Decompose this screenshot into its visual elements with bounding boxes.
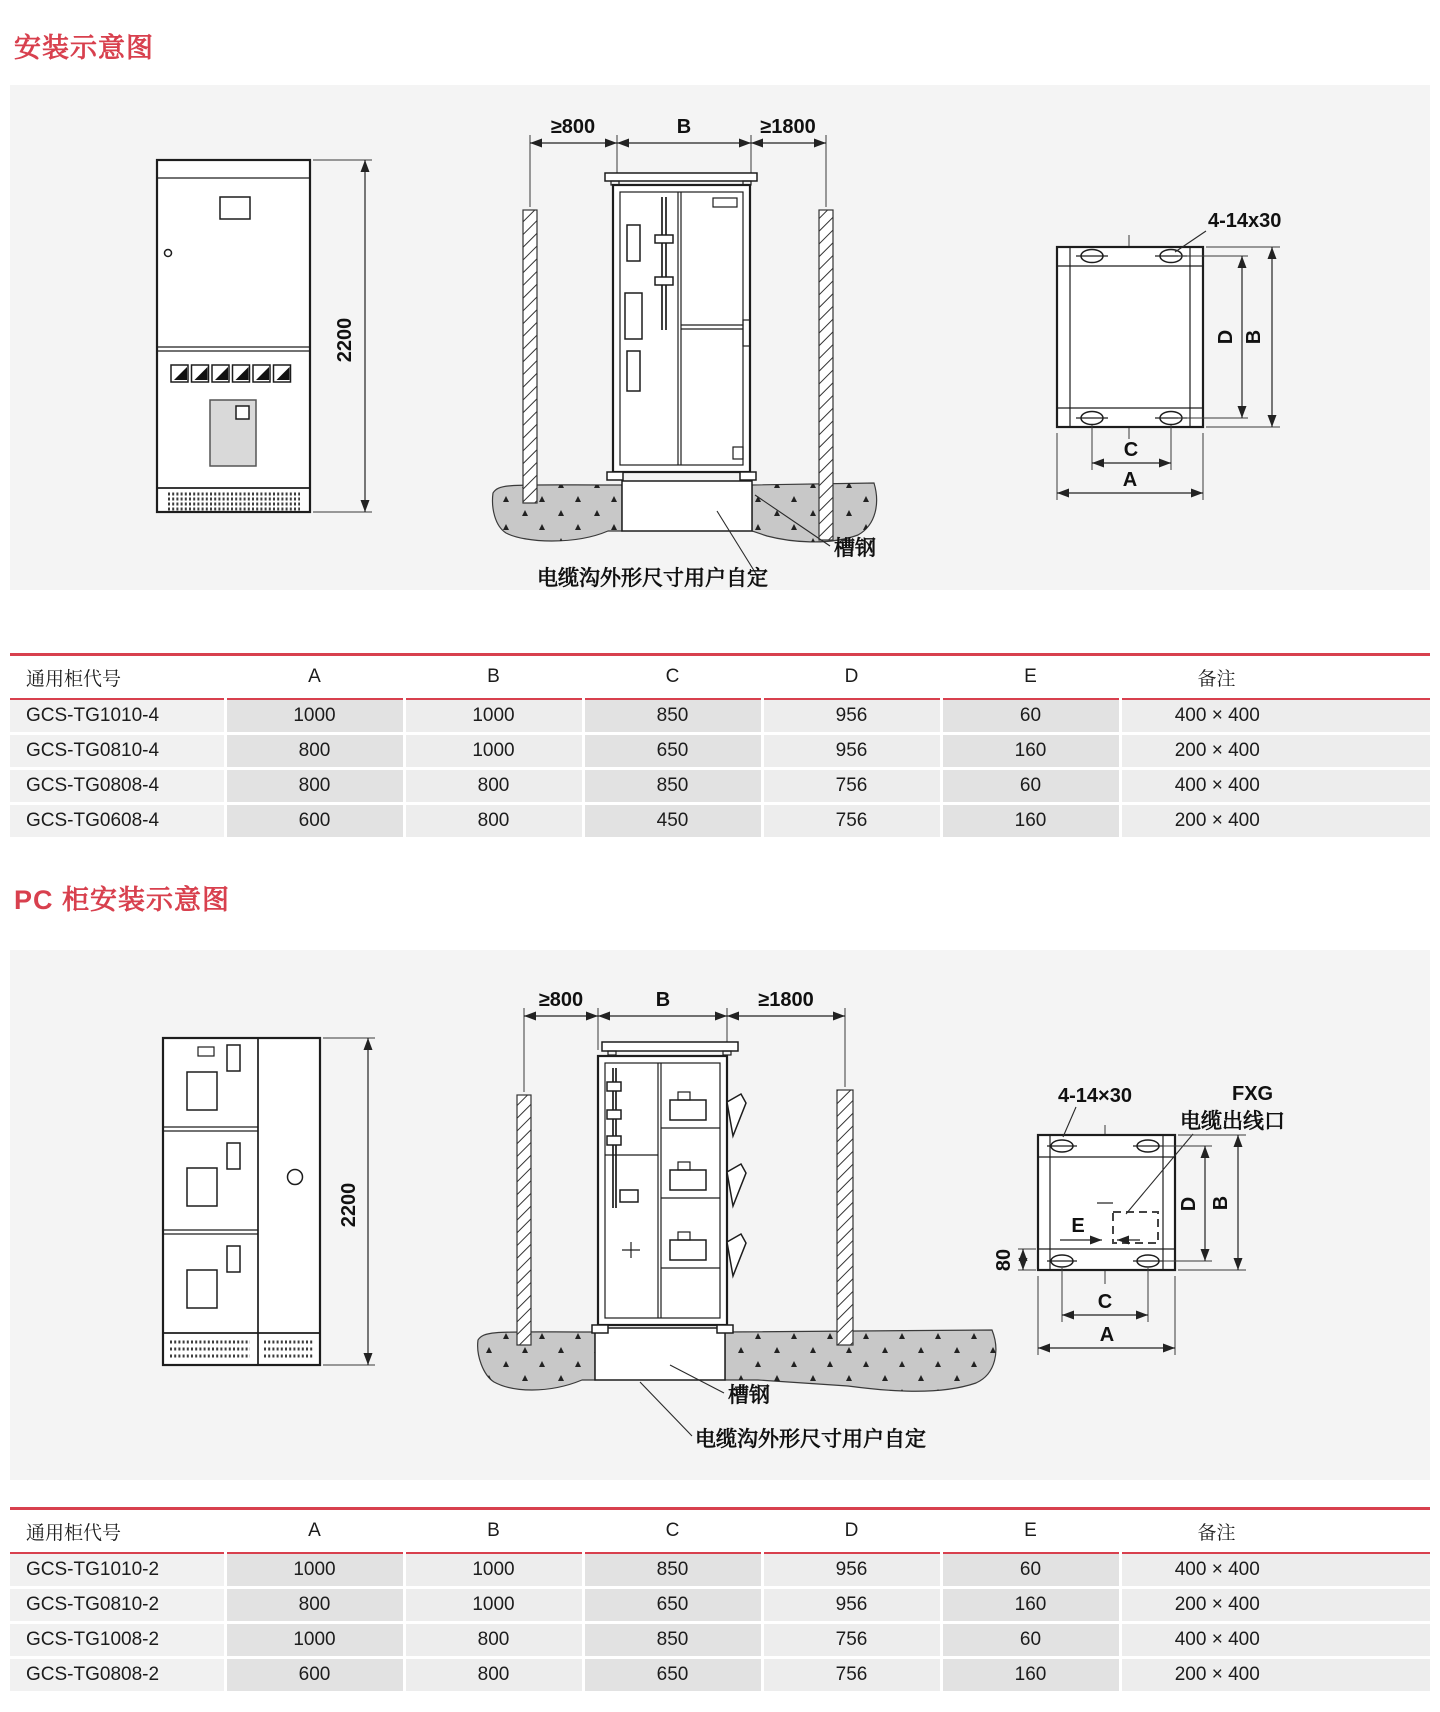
table-cell: 1000: [404, 734, 583, 769]
dim-label: B: [1210, 1195, 1232, 1211]
channel-steel-label: 槽钢: [834, 537, 876, 560]
base-plan-view: [1057, 210, 1281, 500]
column-header: E: [941, 1509, 1120, 1554]
table-cell: 160: [941, 734, 1120, 769]
table-cell: 1000: [404, 1553, 583, 1588]
fxg-label: FXG: [1232, 1083, 1274, 1105]
table-cell: 60: [941, 769, 1120, 804]
table-row: [10, 734, 1430, 769]
breaker-handle: [727, 1094, 746, 1136]
table-cell: 850: [583, 699, 762, 734]
table-cell: 60: [941, 699, 1120, 734]
spec-table-pc: [10, 1507, 1430, 1694]
table-cell: GCS-TG1010-2: [10, 1553, 225, 1588]
column-header: A: [225, 1509, 404, 1554]
table-row: [10, 699, 1430, 734]
dim-label: ≥800: [550, 116, 596, 138]
table-row: [10, 1553, 1430, 1588]
table-cell: 400 × 400: [1120, 769, 1430, 804]
table-cell: 956: [762, 1553, 941, 1588]
channel-steel-label: 槽钢: [728, 1384, 770, 1407]
cabinet-side-view: [493, 116, 877, 590]
table-cell: GCS-TG0608-4: [10, 804, 225, 839]
column-header: A: [225, 655, 404, 700]
table-cell: 200 × 400: [1120, 1658, 1430, 1693]
dim-label: ≥1800: [760, 116, 816, 138]
table-row: [10, 1658, 1430, 1693]
dim-label: C: [1123, 439, 1139, 461]
table-cell: 956: [762, 734, 941, 769]
table-cell: 1000: [225, 699, 404, 734]
table-cell: 200 × 400: [1120, 804, 1430, 839]
table-cell: 60: [941, 1623, 1120, 1658]
table-cell: 800: [404, 1658, 583, 1693]
column-header: 通用柜代号: [10, 1509, 225, 1554]
breaker-handle: [727, 1164, 746, 1206]
column-header: C: [583, 1509, 762, 1554]
table-cell: 850: [583, 1553, 762, 1588]
table-cell: 800: [225, 769, 404, 804]
right-wall: [819, 210, 833, 540]
table-cell: 400 × 400: [1120, 699, 1430, 734]
table-cell: 200 × 400: [1120, 734, 1430, 769]
table-cell: 1000: [404, 1588, 583, 1623]
table-cell: 800: [404, 804, 583, 839]
table-cell: GCS-TG0808-2: [10, 1658, 225, 1693]
table-row: [10, 1623, 1430, 1658]
pc-installation-diagram-svg: [10, 950, 1430, 1480]
dim-label: B: [676, 116, 692, 138]
table-cell: GCS-TG1010-4: [10, 699, 225, 734]
trench-note-label: 电缆沟外形尺寸用户自定: [695, 1428, 926, 1451]
table-cell: 200 × 400: [1120, 1588, 1430, 1623]
column-header: D: [762, 655, 941, 700]
table-cell: GCS-TG1008-2: [10, 1623, 225, 1658]
table-cell: GCS-TG0810-4: [10, 734, 225, 769]
dim-label: D: [1215, 329, 1237, 345]
dim-label: B: [655, 989, 671, 1011]
hole-size-label: 4-14x30: [1208, 210, 1282, 232]
table-cell: GCS-TG0808-4: [10, 769, 225, 804]
table-header-row: [10, 655, 1430, 700]
table-cell: 956: [762, 1588, 941, 1623]
table-cell: 650: [583, 734, 762, 769]
column-header: E: [941, 655, 1120, 700]
dim-label: ≥800: [538, 989, 584, 1011]
table-cell: 800: [225, 734, 404, 769]
table-cell: 850: [583, 769, 762, 804]
dim-label: A: [1122, 469, 1138, 491]
left-wall: [517, 1095, 531, 1345]
table-cell: 650: [583, 1658, 762, 1693]
table-row: [10, 1588, 1430, 1623]
table-row: [10, 804, 1430, 839]
cable-trench: [595, 1328, 725, 1380]
height-dim-label: 2200: [338, 1182, 360, 1228]
hole-size-label: 4-14×30: [1058, 1085, 1132, 1107]
table-cell: 1000: [225, 1553, 404, 1588]
table-cell: 160: [941, 804, 1120, 839]
table-cell: 956: [762, 699, 941, 734]
door-knob: [288, 1170, 303, 1185]
table-cell: 756: [762, 1658, 941, 1693]
door-knob: [165, 250, 172, 257]
height-dim-label: 2200: [334, 317, 356, 363]
trench-note-label: 电缆沟外形尺寸用户自定: [537, 567, 768, 590]
table-cell: 800: [404, 1623, 583, 1658]
table-cell: 600: [225, 804, 404, 839]
table-cell: 850: [583, 1623, 762, 1658]
dim-label: A: [1099, 1324, 1115, 1346]
column-header: 通用柜代号: [10, 655, 225, 700]
dim-label: B: [1243, 329, 1265, 345]
cable-outlet-label: 电缆出线口: [1180, 1110, 1285, 1133]
table-cell: GCS-TG0810-2: [10, 1588, 225, 1623]
pc-installation-diagram-panel: [10, 950, 1430, 1480]
table-cell: 60: [941, 1553, 1120, 1588]
table-cell: 650: [583, 1588, 762, 1623]
left-wall: [523, 210, 537, 503]
dim-label: 80: [993, 1248, 1015, 1272]
pc-cabinet-side-view: [478, 989, 996, 1451]
dim-label: ≥1800: [758, 989, 814, 1011]
pc-cabinet-front-view: [163, 1038, 375, 1365]
table-cell: 1000: [404, 699, 583, 734]
cabinet-front-view: [157, 160, 372, 512]
section-1-title: 安装示意图: [14, 33, 154, 63]
table-cell: 600: [225, 1658, 404, 1693]
column-header: 备注: [1120, 1509, 1430, 1554]
cable-trench: [622, 481, 752, 531]
dim-label: E: [1071, 1215, 1085, 1237]
table-cell: 400 × 400: [1120, 1623, 1430, 1658]
table-cell: 160: [941, 1658, 1120, 1693]
table-cell: 756: [762, 769, 941, 804]
section-2-title: PC 柜安装示意图: [14, 885, 231, 915]
column-header: C: [583, 655, 762, 700]
table-cell: 160: [941, 1588, 1120, 1623]
column-header: B: [404, 1509, 583, 1554]
dim-label: D: [1178, 1196, 1200, 1212]
table-cell: 1000: [225, 1623, 404, 1658]
table-cell: 756: [762, 1623, 941, 1658]
installation-diagram-panel: [10, 85, 1430, 590]
table-cell: 800: [225, 1588, 404, 1623]
breaker-handle: [727, 1234, 746, 1276]
table-cell: 756: [762, 804, 941, 839]
table-row: [10, 769, 1430, 804]
table-header-row: [10, 1509, 1430, 1554]
right-wall: [837, 1090, 853, 1345]
installation-diagram-svg: [10, 85, 1430, 590]
column-header: B: [404, 655, 583, 700]
table-cell: 800: [404, 769, 583, 804]
column-header: D: [762, 1509, 941, 1554]
table-cell: 400 × 400: [1120, 1553, 1430, 1588]
pc-base-plan-view: [993, 1083, 1285, 1355]
column-header: 备注: [1120, 655, 1430, 700]
table-cell: 450: [583, 804, 762, 839]
dim-label: C: [1097, 1291, 1113, 1313]
spec-table-gcs: [10, 653, 1430, 840]
